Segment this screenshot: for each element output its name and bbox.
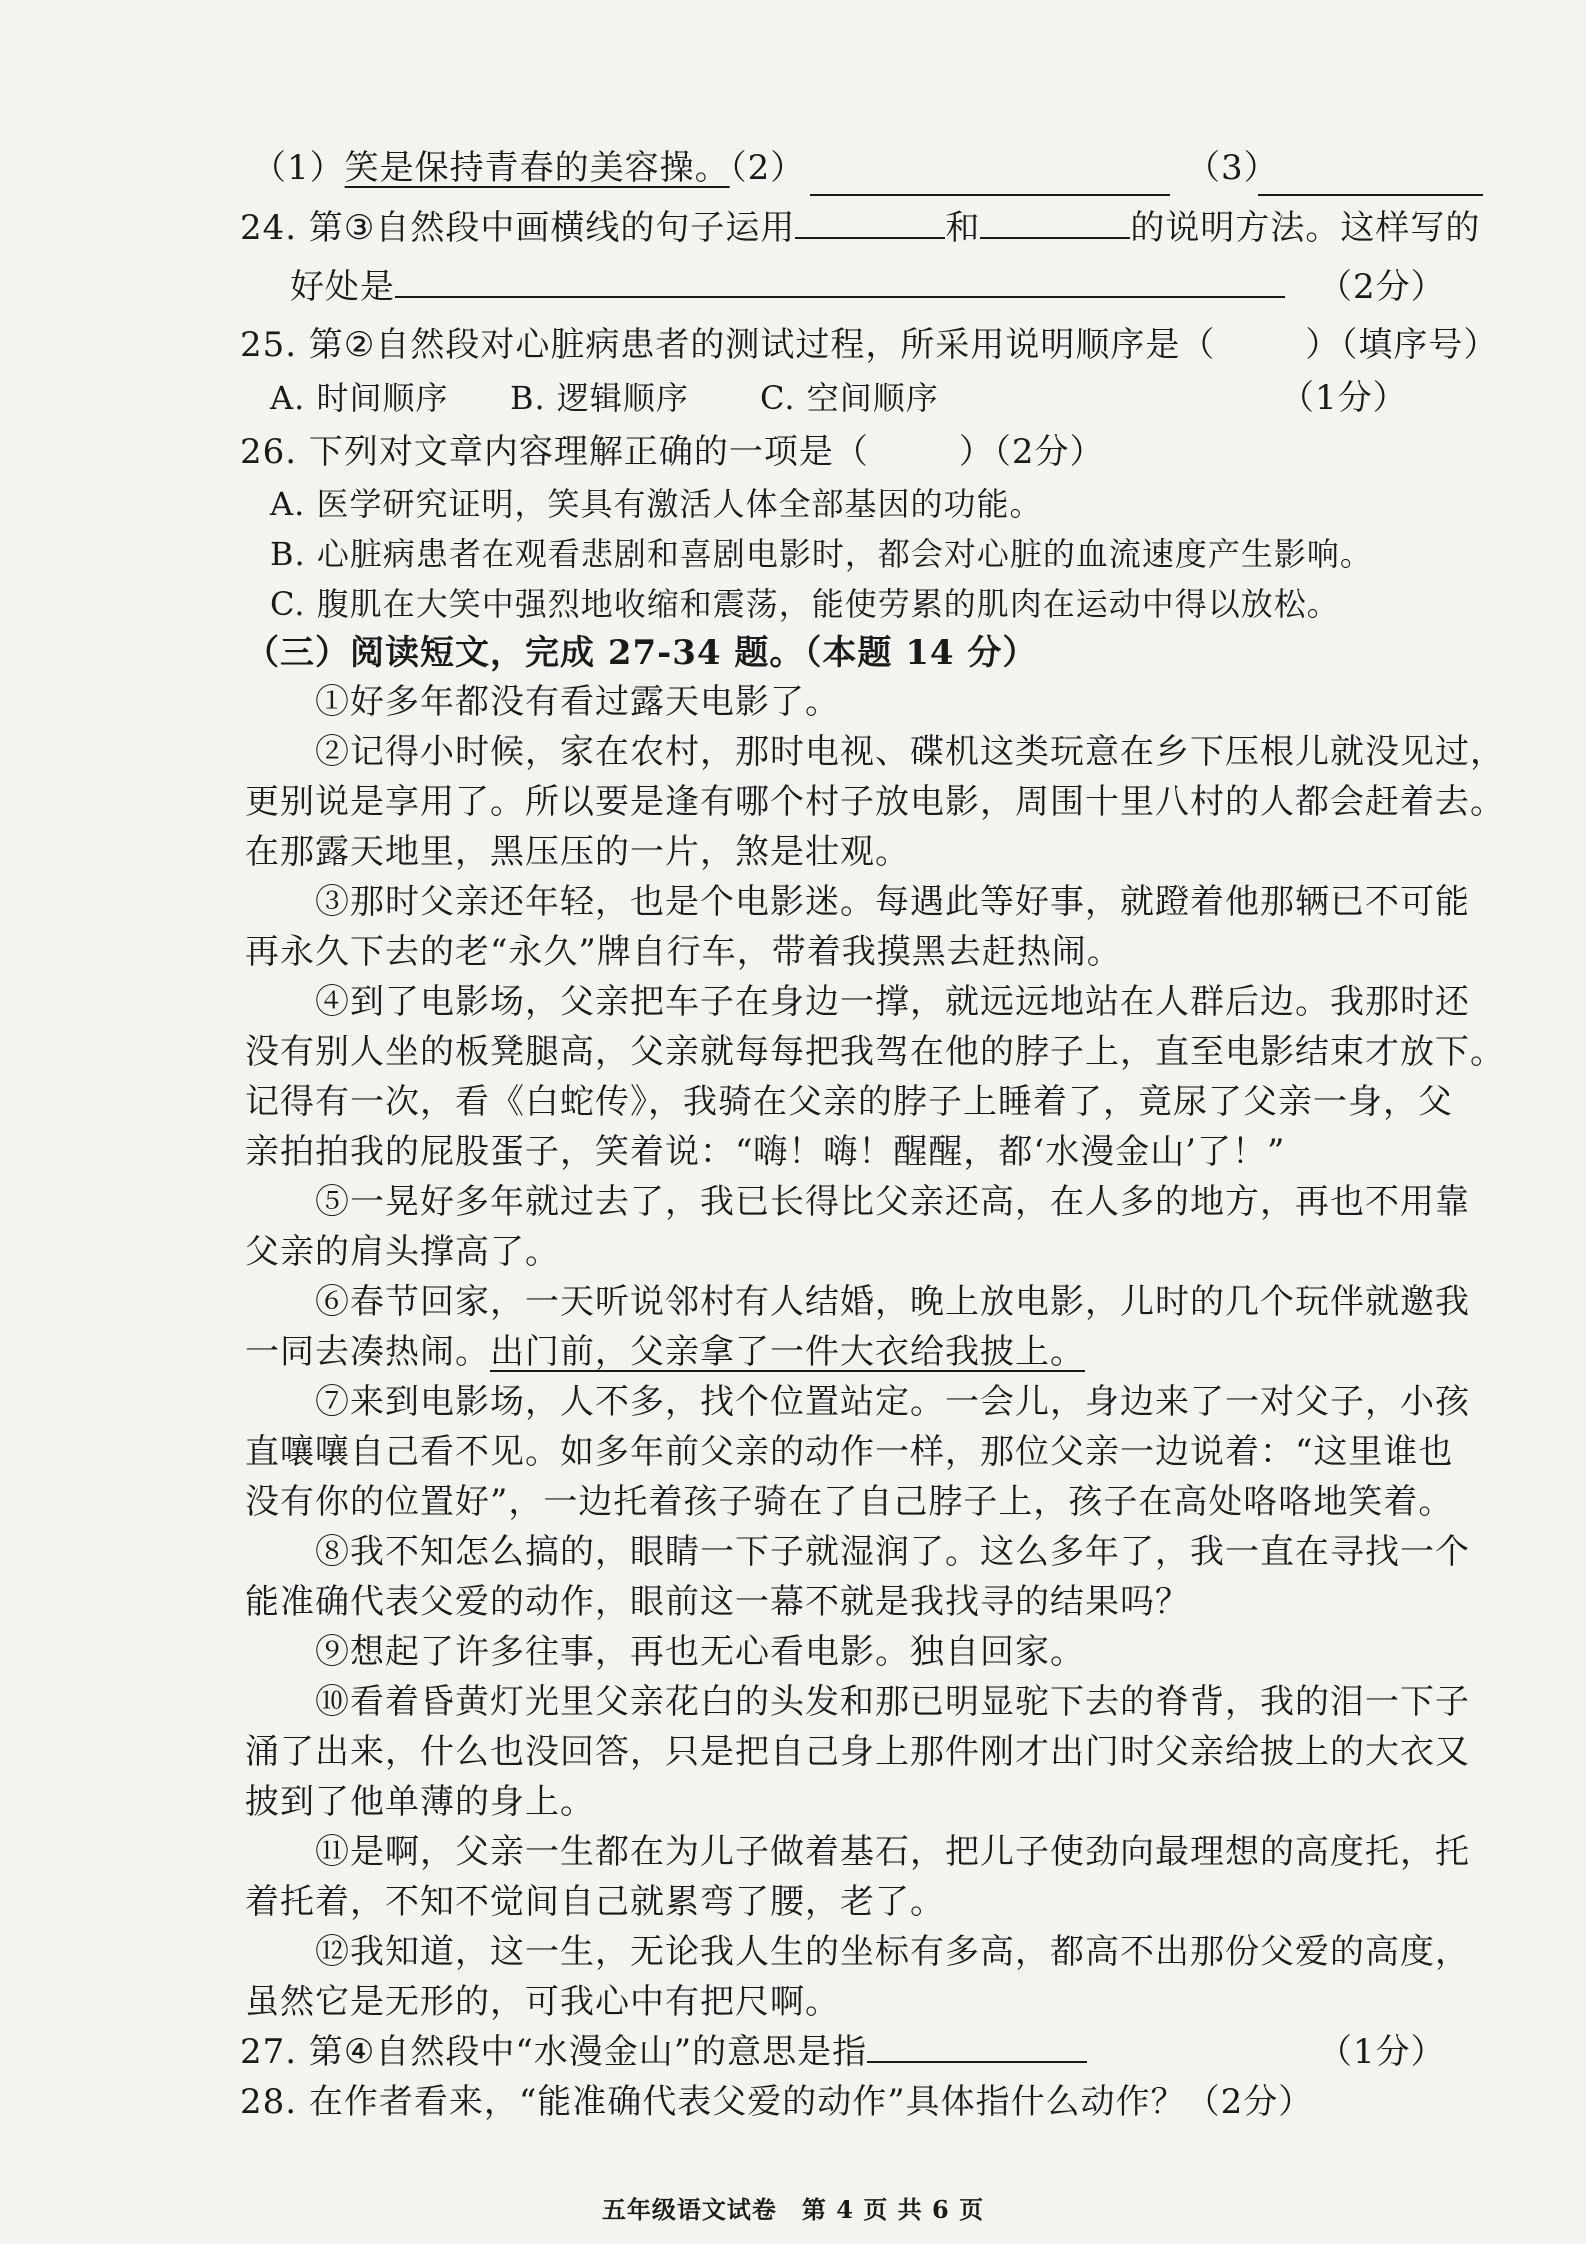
passage-p4-line2: 没有别人坐的板凳腿高，父亲就每每把我驾在他的脖子上，直至电影结束才放下。: [245, 1032, 1505, 1072]
passage-p3-line1: ③那时父亲还年轻，也是个电影迷。每遇此等好事，就蹬着他那辆已不可能: [315, 882, 1470, 922]
q24-benefit-blank[interactable]: [395, 262, 1285, 298]
q28-stem: 28. 在作者看来，“能准确代表父爱的动作”具体指什么动作？（2分）: [240, 2082, 1314, 2122]
passage-p9: ⑨想起了许多往事，再也无心看电影。独自回家。: [315, 1632, 1085, 1672]
q25-part-b: 自然段对心脏病患者的测试过程，所采用说明顺序是（: [375, 325, 1216, 365]
q23-item2-answer-blank[interactable]: [810, 160, 1170, 196]
q23-item1-number: （1）: [252, 148, 345, 188]
q24-part-b: 自然段中画横线的句子运用: [375, 208, 796, 248]
passage-p11-line1: ⑪是啊，父亲一生都在为儿子做着基石，把儿子使劲向最理想的高度托，托: [315, 1832, 1470, 1872]
q23-item3-answer-blank[interactable]: [1258, 160, 1483, 196]
q27-part-a: 27. 第: [240, 2032, 344, 2072]
passage-p10-line3: 披到了他单薄的身上。: [245, 1782, 595, 1822]
passage-p7-line2: 直嚷嚷自己看不见。如多年前父亲的动作一样，那位父亲一边说着：“这里谁也: [245, 1432, 1454, 1472]
passage-p12-line1: ⑫我知道，这一生，无论我人生的坐标有多高，都高不出那份父爱的高度，: [315, 1932, 1470, 1972]
q26-stem-b: ）（2分）: [958, 432, 1105, 472]
q25-part-a: 25. 第: [240, 325, 344, 365]
q25-option-b: B. 逻辑顺序: [510, 379, 689, 417]
passage-p3-line2: 再永久下去的老“永久”牌自行车，带着我摸黑去赶热闹。: [245, 932, 1122, 972]
passage-p2-line3: 在那露天地里，黑压压的一片，煞是壮观。: [245, 832, 910, 872]
q24-part-c: 和: [945, 208, 981, 248]
q24-part-a: 24. 第: [240, 208, 344, 248]
passage-p1: ①好多年都没有看过露天电影了。: [315, 682, 840, 722]
passage-p6-line1: ⑥春节回家，一天听说邻村有人结婚，晚上放电影，儿时的几个玩伴就邀我: [315, 1282, 1470, 1322]
q27-paragraph-marker: ④: [343, 2032, 376, 2072]
q26-stem-a: 26. 下列对文章内容理解正确的一项是（: [240, 432, 869, 472]
passage-p6-underlined-sentence: 出门前，父亲拿了一件大衣给我披上。: [490, 1332, 1085, 1372]
passage-p2-line1: ②记得小时候，家在农村，那时电视、碟机这类玩意在乡下压根儿就没见过，: [315, 732, 1505, 772]
passage-p8-line1: ⑧我不知怎么搞的，眼睛一下子就湿润了。这么多年了，我一直在寻找一个: [315, 1532, 1470, 1572]
q26-option-b: B. 心脏病患者在观看悲剧和喜剧电影时，都会对心脏的血流速度产生影响。: [270, 535, 1373, 573]
q23-item1-text: 笑是保持青春的美容操。: [344, 148, 730, 188]
passage-p2-line2: 更别说是享用了。所以要是逢有哪个村子放电影，周围十里八村的人都会赶着去。: [245, 782, 1505, 822]
passage-p6-line2-plain: 一同去凑热闹。: [245, 1332, 490, 1372]
q27-part-b: 自然段中“水漫金山”的意思是指: [375, 2032, 868, 2072]
q26-stem: [240, 427, 1105, 477]
passage-p4-line3: 记得有一次，看《白蛇传》，我骑在父亲的脖子上睡着了，竟尿了父亲一身，父: [245, 1082, 1453, 1122]
q25-score: （1分）: [1280, 378, 1408, 418]
q25-paragraph-marker: ②: [343, 325, 376, 365]
page-footer: 五年级语文试卷 第 4 页 共 6 页: [601, 2195, 985, 2224]
q23-item3-number: （3）: [1186, 148, 1279, 188]
q24-blank-2[interactable]: [980, 203, 1130, 239]
q24-paragraph-marker: ③: [343, 208, 376, 248]
q24-stem: [240, 203, 1480, 253]
passage-p6-line2: [245, 1327, 1085, 1377]
q27-answer-blank[interactable]: [867, 2027, 1087, 2063]
passage-p8-line2: 能准确代表父爱的动作，眼前这一幕不就是我找寻的结果吗？: [245, 1582, 1190, 1622]
q25-part-c: ）（填序号）: [1305, 325, 1499, 365]
q26-option-a: A. 医学研究证明，笑具有激活人体全部基因的功能。: [270, 485, 1043, 523]
q24-score: （2分）: [1318, 267, 1446, 307]
passage-p7-line1: ⑦来到电影场，人不多，找个位置站定。一会儿，身边来了一对父子，小孩: [315, 1382, 1470, 1422]
q24-benefit-label: 好处是: [290, 267, 395, 307]
passage-p5-line2: 父亲的肩头撑高了。: [245, 1232, 560, 1272]
q25-option-c: C. 空间顺序: [760, 379, 939, 417]
q25-stem: [240, 320, 1498, 370]
passage-p12-line2: 虽然它是无形的，可我心中有把尺啊。: [245, 1982, 840, 2022]
passage-p10-line2: 涌了出来，什么也没回答，只是把自己身上那件刚才出门时父亲给披上的大衣又: [245, 1732, 1470, 1772]
q24-blank-1[interactable]: [795, 203, 945, 239]
section3-heading: （三）阅读短文，完成 27-34 题。（本题 14 分）: [245, 633, 1038, 673]
q23-items: [252, 143, 805, 193]
q25-option-a: A. 时间顺序: [270, 379, 449, 417]
passage-p11-line2: 着托着，不知不觉间自己就累弯了腰，老了。: [245, 1882, 945, 1922]
q26-option-c: C. 腹肌在大笑中强烈地收缩和震荡，能使劳累的肌肉在运动中得以放松。: [270, 585, 1340, 623]
q24-part-d: 的说明方法。这样写的: [1130, 208, 1481, 248]
passage-p7-line3: 没有你的位置好”，一边托着孩子骑在了自己脖子上，孩子在高处咯咯地笑着。: [245, 1482, 1454, 1522]
q23-item2-number: （2）: [729, 148, 806, 188]
passage-p4-line1: ④到了电影场，父亲把车子在身边一撑，就远远地站在人群后边。我那时还: [315, 982, 1470, 1022]
q27-score: （1分）: [1318, 2032, 1446, 2072]
passage-p4-line4: 亲拍拍我的屁股蛋子，笑着说：“嗨！嗨！醒醒，都‘水漫金山’了！”: [245, 1132, 1286, 1172]
passage-p10-line1: ⑩看着昏黄灯光里父亲花白的头发和那已明显驼下去的脊背，我的泪一下子: [315, 1682, 1470, 1722]
q27-stem: [240, 2027, 1087, 2077]
passage-p5-line1: ⑤一晃好多年就过去了，我已长得比父亲还高，在人多的地方，再也不用靠: [315, 1182, 1470, 1222]
q24-benefit-line: [290, 262, 1285, 312]
